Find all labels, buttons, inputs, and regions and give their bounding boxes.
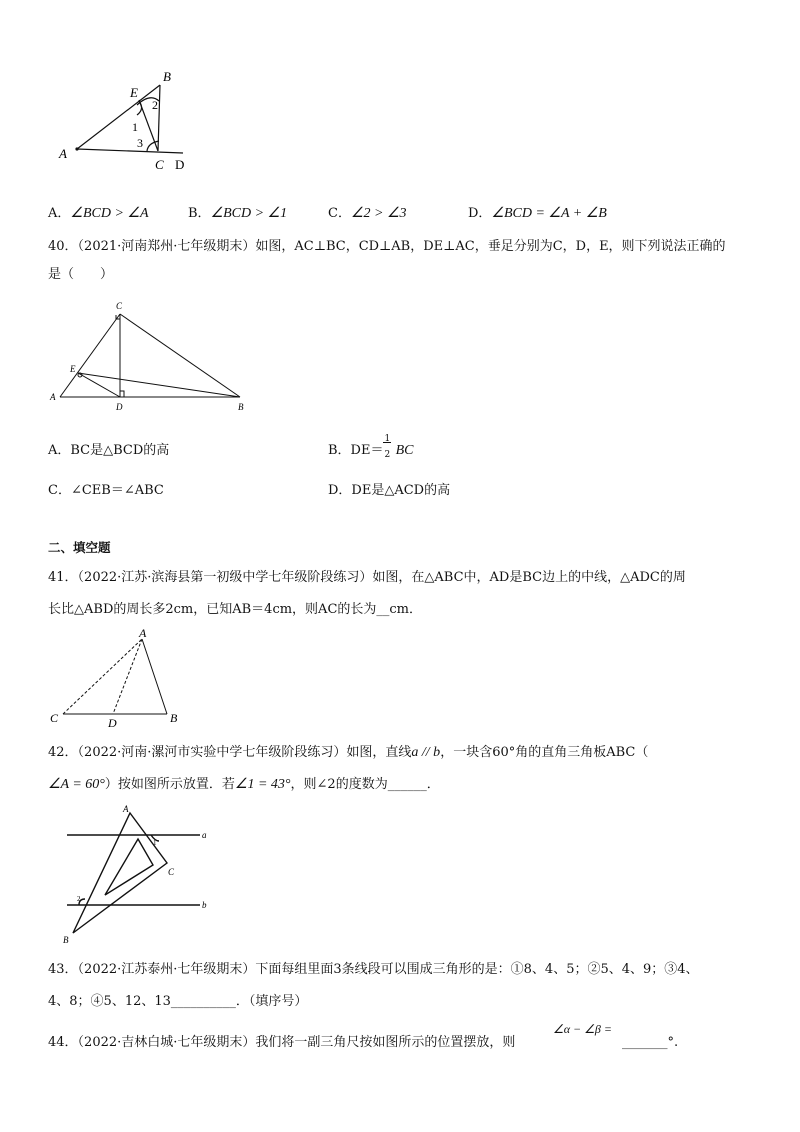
- q44-stem: 44．（2022·吉林白城·七年级期末）我们将一副三角尺按如图所示的位置摆放，则: [48, 1035, 516, 1050]
- fig41-label-D: D: [108, 716, 117, 730]
- fig40-label-B: B: [238, 402, 244, 412]
- fig42-label-A: A: [123, 804, 129, 814]
- fig39-angle-1: 1: [132, 120, 138, 134]
- figure-q42: [55, 805, 215, 945]
- q40-option-c: C．∠CEB＝∠ABC: [48, 483, 164, 498]
- fig41-label-A: A: [139, 626, 147, 640]
- q39-option-a: A．∠BCD > ∠A: [48, 206, 149, 221]
- q39-option-b: B．∠BCD > ∠1: [188, 206, 288, 221]
- fig41-label-B: B: [170, 711, 178, 725]
- q40-option-d: D．DE是△ACD的高: [328, 483, 451, 498]
- fig39-angle-2: 2: [152, 98, 158, 112]
- fig39-label-B: B: [163, 69, 171, 84]
- q39-option-c: C．∠2 > ∠3: [328, 206, 407, 221]
- fig39-label-A: A: [59, 146, 67, 161]
- fig39-label-E: E: [130, 85, 138, 100]
- fig39-label-C: C: [155, 157, 164, 172]
- figure-q41: [45, 625, 195, 730]
- q40-stem-line2: 是（ ）: [48, 267, 114, 282]
- fig42-label-b: b: [202, 900, 207, 910]
- fig39-angle-3: 3: [137, 136, 143, 150]
- fig39-label-D: D: [175, 157, 185, 172]
- q43-stem-line2: 4、8；④5、12、13__________．（填序号）: [48, 994, 308, 1009]
- fig42-angle-1: 1: [153, 839, 157, 847]
- figure-q40: [48, 300, 258, 420]
- fig42-label-B: B: [63, 935, 69, 945]
- fig42-angle-2: 2: [77, 895, 81, 903]
- q40-option-a: A．BC是△BCD的高: [48, 443, 170, 458]
- q40-stem-line1: 40．（2021·河南郑州·七年级期末）如图，AC⊥BC，CD⊥AB，DE⊥AC，垂足分别为C，D，E，则下列说法正确的: [48, 239, 726, 254]
- fig40-label-E: E: [70, 364, 76, 374]
- q41-stem-line1: 41．（2022·江苏·滨海县第一初级中学七年级阶段练习）如图，在△ABC中，AD是BC边上的中线，△ADC的周: [48, 570, 686, 585]
- figure-q39: [55, 65, 195, 175]
- q39-option-d: D．∠BCD = ∠A + ∠B: [468, 206, 607, 221]
- fig40-label-D: D: [116, 402, 123, 412]
- q41-stem-line2: 长比△ABD的周长多2cm，已知AB＝4cm，则AC的长为__cm．: [48, 602, 423, 617]
- q42-stem-line1: 42．（2022·河南·漯河市实验中学七年级阶段练习）如图，直线a // b，一块含60°角的直角三角板ABC（: [48, 745, 649, 760]
- fig40-label-C: C: [116, 301, 123, 311]
- fig42-label-C: C: [168, 867, 175, 877]
- q40-option-b: B．DE＝ $\frac{1}{2}$ BC: [328, 434, 414, 460]
- q44-expression: ∠α − ∠β =: [553, 1022, 612, 1036]
- q42-stem-line2: ∠A = 60°）按如图所示放置．若∠1 = 43°，则∠2的度数为______．: [48, 777, 440, 792]
- q44-answer-blank: _______°.: [622, 1035, 679, 1050]
- fig41-label-C: C: [50, 711, 59, 725]
- fig40-label-A: A: [50, 392, 56, 402]
- fraction-one-half: $\frac{1}{2}$: [384, 434, 391, 460]
- fig42-label-a: a: [202, 830, 207, 840]
- q43-stem-line1: 43．（2022·江苏泰州·七年级期末）下面每组里面3条线段可以围成三角形的是：①8、4、5；②5、4、9；③4、: [48, 962, 699, 977]
- section-title: 二、填空题: [48, 540, 111, 555]
